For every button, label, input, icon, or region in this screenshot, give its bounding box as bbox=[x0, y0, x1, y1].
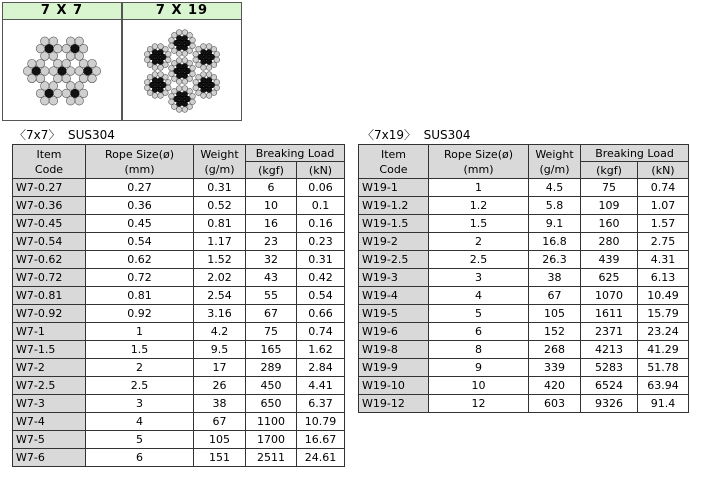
cell-rope-size: 2.5 bbox=[86, 377, 194, 395]
table-row bbox=[359, 359, 689, 377]
cell-item-code: W7-0.72 bbox=[13, 269, 86, 287]
cell-breaking-kgf: 450 bbox=[246, 377, 297, 395]
cell-breaking-kn: 16.67 bbox=[297, 431, 345, 449]
cell-weight: 420 bbox=[529, 377, 581, 395]
cell-weight: 1.17 bbox=[194, 233, 246, 251]
cell-rope-size: 0.92 bbox=[86, 305, 194, 323]
cell-weight: 38 bbox=[194, 395, 246, 413]
cell-item-code: W7-6 bbox=[13, 449, 86, 467]
header-rope-size: Rope Size(ø) (mm) bbox=[86, 145, 194, 179]
header-kgf: (kgf) bbox=[246, 162, 297, 179]
cell-rope-size: 2 bbox=[429, 233, 529, 251]
cell-weight: 67 bbox=[194, 413, 246, 431]
table-row bbox=[13, 359, 345, 377]
cell-weight: 2.02 bbox=[194, 269, 246, 287]
cell-item-code: W19-1.5 bbox=[359, 215, 429, 233]
cell-rope-size: 1.5 bbox=[429, 215, 529, 233]
cell-breaking-kn: 1.07 bbox=[638, 197, 689, 215]
cell-breaking-kgf: 75 bbox=[246, 323, 297, 341]
cell-breaking-kgf: 2511 bbox=[246, 449, 297, 467]
cell-item-code: W19-9 bbox=[359, 359, 429, 377]
table-row bbox=[359, 377, 689, 395]
cell-breaking-kn: 0.1 bbox=[297, 197, 345, 215]
table-row bbox=[13, 179, 345, 197]
table-row bbox=[13, 341, 345, 359]
cell-weight: 26.3 bbox=[529, 251, 581, 269]
cell-weight: 603 bbox=[529, 395, 581, 413]
cell-breaking-kgf: 6524 bbox=[581, 377, 638, 395]
cell-rope-size: 1 bbox=[86, 323, 194, 341]
header-rope-size: Rope Size(ø) (mm) bbox=[429, 145, 529, 179]
cell-item-code: W19-8 bbox=[359, 341, 429, 359]
cell-item-code: W7-0.81 bbox=[13, 287, 86, 305]
cell-rope-size: 1 bbox=[429, 179, 529, 197]
cell-weight: 16.8 bbox=[529, 233, 581, 251]
rope-7x7-cross-section-icon bbox=[12, 22, 112, 120]
header-weight: Weight (g/m) bbox=[194, 145, 246, 179]
cell-weight: 9.5 bbox=[194, 341, 246, 359]
table-row bbox=[13, 323, 345, 341]
cell-breaking-kgf: 5283 bbox=[581, 359, 638, 377]
cell-rope-size: 5 bbox=[429, 305, 529, 323]
cell-rope-size: 12 bbox=[429, 395, 529, 413]
header-breaking-load: Breaking Load bbox=[246, 145, 345, 162]
cell-rope-size: 2 bbox=[86, 359, 194, 377]
cell-item-code: W19-4 bbox=[359, 287, 429, 305]
diagram-7x19 bbox=[122, 2, 242, 121]
cell-rope-size: 9 bbox=[429, 359, 529, 377]
table-row bbox=[359, 215, 689, 233]
cell-weight: 2.54 bbox=[194, 287, 246, 305]
cell-weight: 151 bbox=[194, 449, 246, 467]
cell-rope-size: 3 bbox=[429, 269, 529, 287]
cell-breaking-kgf: 1700 bbox=[246, 431, 297, 449]
cell-item-code: W7-5 bbox=[13, 431, 86, 449]
cell-weight: 0.31 bbox=[194, 179, 246, 197]
cell-breaking-kgf: 165 bbox=[246, 341, 297, 359]
cell-breaking-kn: 4.31 bbox=[638, 251, 689, 269]
cell-rope-size: 4 bbox=[429, 287, 529, 305]
cell-item-code: W19-12 bbox=[359, 395, 429, 413]
table-row bbox=[359, 197, 689, 215]
cell-breaking-kn: 0.16 bbox=[297, 215, 345, 233]
table-row bbox=[13, 215, 345, 233]
table-row bbox=[13, 377, 345, 395]
header-breaking-load: Breaking Load bbox=[581, 145, 689, 162]
cell-weight: 26 bbox=[194, 377, 246, 395]
cell-breaking-kgf: 32 bbox=[246, 251, 297, 269]
cell-weight: 105 bbox=[529, 305, 581, 323]
header-item-code: Item Code bbox=[359, 145, 429, 179]
cell-breaking-kn: 0.23 bbox=[297, 233, 345, 251]
spec-table-7x7 bbox=[12, 144, 345, 467]
cell-breaking-kn: 51.78 bbox=[638, 359, 689, 377]
cell-rope-size: 0.27 bbox=[86, 179, 194, 197]
rope-7x19-cross-section-icon bbox=[130, 22, 234, 120]
cell-item-code: W7-0.54 bbox=[13, 233, 86, 251]
cell-breaking-kgf: 1611 bbox=[581, 305, 638, 323]
cell-weight: 5.8 bbox=[529, 197, 581, 215]
cell-weight: 4.5 bbox=[529, 179, 581, 197]
cell-breaking-kgf: 4213 bbox=[581, 341, 638, 359]
cell-weight: 339 bbox=[529, 359, 581, 377]
cell-breaking-kn: 6.13 bbox=[638, 269, 689, 287]
header-weight: Weight (g/m) bbox=[529, 145, 581, 179]
cell-breaking-kn: 0.74 bbox=[297, 323, 345, 341]
cell-breaking-kn: 15.79 bbox=[638, 305, 689, 323]
table-7x19-title: 〈7x19〉 SUS304 bbox=[362, 128, 471, 142]
cell-breaking-kn: 41.29 bbox=[638, 341, 689, 359]
cell-rope-size: 4 bbox=[86, 413, 194, 431]
cell-weight: 38 bbox=[529, 269, 581, 287]
header-kn: (kN) bbox=[638, 162, 689, 179]
table-row bbox=[13, 305, 345, 323]
table-row bbox=[13, 413, 345, 431]
cell-breaking-kgf: 625 bbox=[581, 269, 638, 287]
table-row bbox=[359, 233, 689, 251]
cell-breaking-kgf: 67 bbox=[246, 305, 297, 323]
cell-breaking-kn: 0.31 bbox=[297, 251, 345, 269]
header-item-code: Item Code bbox=[13, 145, 86, 179]
table-row bbox=[359, 341, 689, 359]
cell-item-code: W19-10 bbox=[359, 377, 429, 395]
cell-item-code: W7-0.36 bbox=[13, 197, 86, 215]
cell-breaking-kn: 0.54 bbox=[297, 287, 345, 305]
cell-breaking-kgf: 75 bbox=[581, 179, 638, 197]
cell-rope-size: 1.2 bbox=[429, 197, 529, 215]
table-row bbox=[359, 323, 689, 341]
cell-weight: 17 bbox=[194, 359, 246, 377]
cell-rope-size: 8 bbox=[429, 341, 529, 359]
cell-item-code: W7-2.5 bbox=[13, 377, 86, 395]
cell-breaking-kn: 4.41 bbox=[297, 377, 345, 395]
cell-item-code: W7-1.5 bbox=[13, 341, 86, 359]
table-row bbox=[13, 251, 345, 269]
cell-rope-size: 0.54 bbox=[86, 233, 194, 251]
cell-breaking-kgf: 1100 bbox=[246, 413, 297, 431]
cell-weight: 268 bbox=[529, 341, 581, 359]
cell-item-code: W7-0.92 bbox=[13, 305, 86, 323]
cell-breaking-kgf: 1070 bbox=[581, 287, 638, 305]
cell-item-code: W19-2.5 bbox=[359, 251, 429, 269]
cell-weight: 105 bbox=[194, 431, 246, 449]
cell-breaking-kn: 0.42 bbox=[297, 269, 345, 287]
cell-item-code: W19-1.2 bbox=[359, 197, 429, 215]
cell-item-code: W7-0.27 bbox=[13, 179, 86, 197]
header-kgf: (kgf) bbox=[581, 162, 638, 179]
cell-rope-size: 2.5 bbox=[429, 251, 529, 269]
spec-table-7x19 bbox=[358, 144, 689, 413]
cell-rope-size: 5 bbox=[86, 431, 194, 449]
cell-item-code: W7-0.62 bbox=[13, 251, 86, 269]
diagram-7x7-label: 7 X 7 bbox=[3, 3, 121, 20]
cell-breaking-kn: 6.37 bbox=[297, 395, 345, 413]
cell-breaking-kgf: 43 bbox=[246, 269, 297, 287]
cell-item-code: W7-4 bbox=[13, 413, 86, 431]
cell-rope-size: 1.5 bbox=[86, 341, 194, 359]
cell-item-code: W19-5 bbox=[359, 305, 429, 323]
table-row bbox=[13, 395, 345, 413]
table-row bbox=[13, 197, 345, 215]
cell-breaking-kn: 10.79 bbox=[297, 413, 345, 431]
cell-breaking-kgf: 23 bbox=[246, 233, 297, 251]
cell-rope-size: 0.45 bbox=[86, 215, 194, 233]
cell-breaking-kn: 24.61 bbox=[297, 449, 345, 467]
table-row bbox=[359, 251, 689, 269]
table-row bbox=[13, 269, 345, 287]
cell-breaking-kgf: 280 bbox=[581, 233, 638, 251]
cell-rope-size: 0.62 bbox=[86, 251, 194, 269]
cell-breaking-kn: 91.4 bbox=[638, 395, 689, 413]
table-row bbox=[13, 431, 345, 449]
cell-weight: 67 bbox=[529, 287, 581, 305]
cell-item-code: W7-0.45 bbox=[13, 215, 86, 233]
cell-breaking-kgf: 9326 bbox=[581, 395, 638, 413]
table-row bbox=[359, 305, 689, 323]
cell-weight: 0.52 bbox=[194, 197, 246, 215]
cell-breaking-kgf: 2371 bbox=[581, 323, 638, 341]
cell-breaking-kn: 23.24 bbox=[638, 323, 689, 341]
cell-breaking-kn: 2.84 bbox=[297, 359, 345, 377]
cell-item-code: W19-3 bbox=[359, 269, 429, 287]
cell-weight: 0.81 bbox=[194, 215, 246, 233]
table-7x7-title: 〈7x7〉 SUS304 bbox=[14, 128, 115, 142]
cell-breaking-kn: 0.74 bbox=[638, 179, 689, 197]
cell-rope-size: 6 bbox=[429, 323, 529, 341]
diagram-7x7 bbox=[2, 2, 122, 121]
header-kn: (kN) bbox=[297, 162, 345, 179]
cell-breaking-kn: 63.94 bbox=[638, 377, 689, 395]
table-row bbox=[13, 233, 345, 251]
cell-breaking-kgf: 650 bbox=[246, 395, 297, 413]
cell-breaking-kgf: 160 bbox=[581, 215, 638, 233]
cell-breaking-kgf: 109 bbox=[581, 197, 638, 215]
table-row bbox=[359, 395, 689, 413]
table-row bbox=[13, 449, 345, 467]
table-row bbox=[13, 287, 345, 305]
cell-breaking-kn: 0.66 bbox=[297, 305, 345, 323]
cell-item-code: W19-6 bbox=[359, 323, 429, 341]
cell-rope-size: 0.36 bbox=[86, 197, 194, 215]
cell-breaking-kn: 0.06 bbox=[297, 179, 345, 197]
cell-breaking-kgf: 55 bbox=[246, 287, 297, 305]
cell-weight: 9.1 bbox=[529, 215, 581, 233]
cell-breaking-kn: 1.62 bbox=[297, 341, 345, 359]
cell-item-code: W7-2 bbox=[13, 359, 86, 377]
table-row bbox=[359, 269, 689, 287]
cell-breaking-kgf: 289 bbox=[246, 359, 297, 377]
rope-diagrams bbox=[2, 2, 242, 121]
cell-item-code: W7-3 bbox=[13, 395, 86, 413]
table-row bbox=[359, 179, 689, 197]
cell-breaking-kgf: 439 bbox=[581, 251, 638, 269]
cell-rope-size: 0.81 bbox=[86, 287, 194, 305]
cell-rope-size: 0.72 bbox=[86, 269, 194, 287]
cell-breaking-kgf: 6 bbox=[246, 179, 297, 197]
cell-breaking-kn: 10.49 bbox=[638, 287, 689, 305]
cell-rope-size: 10 bbox=[429, 377, 529, 395]
cell-weight: 152 bbox=[529, 323, 581, 341]
cell-weight: 1.52 bbox=[194, 251, 246, 269]
table-row bbox=[359, 287, 689, 305]
cell-rope-size: 6 bbox=[86, 449, 194, 467]
cell-weight: 4.2 bbox=[194, 323, 246, 341]
cell-rope-size: 3 bbox=[86, 395, 194, 413]
cell-item-code: W7-1 bbox=[13, 323, 86, 341]
cell-breaking-kn: 2.75 bbox=[638, 233, 689, 251]
diagram-7x19-label: 7 X 19 bbox=[123, 3, 241, 20]
cell-breaking-kn: 1.57 bbox=[638, 215, 689, 233]
cell-breaking-kgf: 16 bbox=[246, 215, 297, 233]
cell-item-code: W19-2 bbox=[359, 233, 429, 251]
cell-item-code: W19-1 bbox=[359, 179, 429, 197]
cell-weight: 3.16 bbox=[194, 305, 246, 323]
cell-breaking-kgf: 10 bbox=[246, 197, 297, 215]
